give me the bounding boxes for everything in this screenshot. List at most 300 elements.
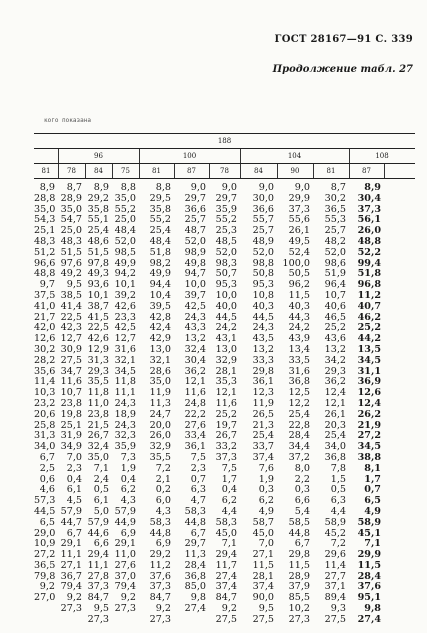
subheader-cell: 84 [94,167,103,175]
table-column [85,183,109,626]
table-cell: 37,4 [252,581,274,593]
table-cell: 29,1 [60,538,82,550]
table-cell: 6,3 [190,484,206,496]
table-cell: 20,3 [324,419,346,431]
table-cell: 44,7 [60,516,82,528]
table-cell: 43,9 [288,333,310,345]
table-cell: 27,4 [357,613,381,625]
table-cell: 8,9 [39,182,55,193]
table-cell: 44,5 [252,311,274,323]
table-cell: 38,8 [357,451,381,463]
table-cell: 37,6 [357,581,381,593]
table-cell: 1,9 [258,473,274,485]
table-cell: 42,6 [114,300,136,312]
table-cell: 36,8 [324,451,346,463]
table-cell: 11,5 [252,559,274,571]
table-cell: 31,3 [87,354,109,366]
table-cell: 26,1 [288,225,310,237]
table-cell: 6,7 [294,538,310,550]
table-cell: 27,5 [215,613,237,625]
table-cell: 27,7 [324,570,346,582]
table-cell: 4,9 [258,505,274,517]
table-cell: 27,5 [324,613,346,625]
table-cell: 32,1 [149,354,171,366]
table-cell: 28,9 [60,192,82,204]
table-cell: 43,6 [324,333,346,345]
table-cell: 8,1 [364,462,381,474]
table-cell: 35,5 [87,376,109,388]
table-cell: 40,0 [215,300,237,312]
table-cell: 44,5 [215,311,237,323]
table-cell: 40,3 [252,300,274,312]
table-cell: 12,1 [215,387,237,399]
table-cell: 12,5 [288,387,310,399]
table-cell: 11,5 [357,559,381,571]
table-cell: 13,2 [324,343,346,355]
subheader-cell: 78 [67,167,76,175]
table-cell: 0,6 [39,473,55,485]
table-cell: 24,3 [252,322,274,334]
table-cell: 6,0 [155,495,171,507]
table-cell: 29,8 [288,549,310,561]
table-cell: 37,4 [215,581,237,593]
table-cell: 10,0 [184,279,206,291]
table-cell: 58,3 [149,516,171,528]
table-cell: 27,0 [34,592,56,604]
subheader-cell: 90 [290,167,300,175]
table-cell: 6,7 [66,527,82,539]
table-cell: 52,4 [288,246,310,258]
table-cell: 28,4 [288,430,310,442]
table-cell: 28,1 [215,365,237,377]
table-cell: 37,3 [288,203,310,215]
table-cell: 10,2 [288,603,310,615]
table-cell: 9,8 [190,592,206,604]
table-cell: 29,4 [87,549,109,561]
table-cell: 95,1 [357,592,381,604]
table-cell: 29,2 [149,549,171,561]
table-cell: 12,3 [252,387,274,399]
table-cell: 51,2 [34,246,56,258]
table-cell: 48,3 [34,235,56,247]
table-cell: 10,9 [34,538,56,550]
table-cell: 11,2 [357,289,381,301]
table-cell: 34,5 [357,441,381,453]
table-cell: 51,5 [87,246,109,258]
table-cell: 0,4 [66,473,82,485]
table-cell: 27,5 [60,354,82,366]
table-cell: 37,5 [34,289,56,301]
table-cell: 29,7 [184,192,206,204]
table-cell: 29,3 [324,365,346,377]
table-cell: 21,3 [252,419,274,431]
table-cell: 32,1 [114,354,136,366]
table-cell: 84,7 [149,592,171,604]
table-column [240,183,274,626]
table-cell: 8,8 [120,182,136,193]
table-cell: 0,5 [93,484,109,496]
table-cell: 6,9 [120,527,136,539]
table-cell: 4,5 [66,495,82,507]
table-cell: 42,5 [114,322,136,334]
table-cell: 33,5 [288,354,310,366]
table-cell: 9,0 [258,182,274,193]
table-continuation-label: Продолжение табл. 27 [272,64,413,75]
table-cell: 44,2 [357,333,381,345]
table-cell: 2,3 [190,462,206,474]
table-cell: 48,8 [357,235,381,247]
table-cell: 55,6 [288,214,310,226]
table-cell: 24,3 [114,419,136,431]
table-cell: 6,7 [190,527,206,539]
table-cell: 26,2 [357,408,381,420]
table-cell: 84,7 [87,592,109,604]
table-cell: 12,6 [357,387,381,399]
table-cell: 42,4 [149,322,171,334]
table-cell: 11,8 [114,376,136,388]
table-body [34,179,415,633]
table-cell: 25,4 [252,430,274,442]
table-cell: 11,0 [114,549,136,561]
table-cell: 22,8 [288,419,310,431]
table-cell: 1,9 [120,462,136,474]
table-cell: 30,9 [60,343,82,355]
table-cell: 26,0 [357,225,381,237]
table-cell: 44,9 [114,516,136,528]
table-cell: 9,5 [93,603,109,615]
table-cell: 56,1 [357,214,381,226]
table-cell: 27,1 [60,559,82,571]
table-cell: 8,7 [66,182,82,193]
table-cell: 27,4 [184,603,206,615]
table-cell: 24,3 [184,311,206,323]
table-cell: 49,9 [149,268,171,280]
table-cell: 29,2 [87,192,109,204]
table-cell: 25,2 [324,322,346,334]
table-cell: 48,8 [34,268,56,280]
table-cell: 7,3 [120,451,136,463]
table-cell: 23,2 [34,397,56,409]
table-cell: 24,8 [184,397,206,409]
table-cell: 9,3 [330,603,346,615]
table-cell: 12,2 [288,397,310,409]
table-cell: 12,4 [357,397,381,409]
table-cell: 1,7 [221,473,237,485]
subheader-cell: 78 [220,167,229,175]
subheader-cell: 84 [254,167,263,175]
table-cell: 22,2 [184,408,206,420]
table-cell: 25,4 [149,225,171,237]
header-group-96: 96 [94,152,103,160]
table-cell: 6,1 [93,495,109,507]
table-cell: 31,6 [288,365,310,377]
subheader-cell: 81 [41,167,51,175]
table-cell: 9,2 [66,592,82,604]
table-cell: 49,3 [87,268,109,280]
table-cell: 57,9 [114,505,136,517]
table-cell: 25,7 [184,214,206,226]
table-cell: 55,2 [114,203,136,215]
table-cell: 0,3 [294,484,310,496]
table-cell: 10,1 [114,279,136,291]
table-cell: 30,0 [252,192,274,204]
table-cell: 30,4 [357,192,381,204]
table-cell: 43,1 [215,333,237,345]
table-cell: 29,9 [357,549,381,561]
table-cell: 38,7 [87,300,109,312]
table-cell: 27,8 [87,570,109,582]
table-cell: 23,8 [87,408,109,420]
table-cell: 35,0 [87,451,109,463]
table-cell: 84,7 [215,592,237,604]
table-cell: 37,6 [149,570,171,582]
table-cell: 4,3 [120,495,136,507]
table-cell: 27,5 [252,613,274,625]
table-cell: 98,6 [324,257,346,269]
table-cell: 13,0 [149,343,171,355]
table-cell: 21,9 [357,419,381,431]
table-cell: 79,8 [34,570,56,582]
table-cell: 26,1 [324,408,346,420]
table-cell: 95,3 [215,279,237,291]
table-cell: 52,2 [357,246,381,258]
table-cell: 11,7 [215,559,237,571]
table-cell: 94,2 [114,268,136,280]
table-cell: 29,5 [149,192,171,204]
table-cell: 31,1 [357,365,381,377]
table-cell: 2,2 [294,473,310,485]
table-cell: 55,2 [149,214,171,226]
table-cell: 51,9 [324,268,346,280]
table-cell: 51,8 [357,268,381,280]
table-cell: 94,7 [184,268,206,280]
table-cell: 13,2 [252,343,274,355]
table-cell: 94,4 [149,279,171,291]
table-cell: 29,6 [324,549,346,561]
table-cell: 41,5 [87,311,109,323]
table-cell: 18,9 [114,408,136,420]
table-cell: 36,9 [357,376,381,388]
table-cell: 50,5 [288,268,310,280]
table-column [277,183,310,626]
table-cell: 49,8 [184,257,206,269]
table-cell: 48,9 [252,235,274,247]
table-cell: 33,4 [184,430,206,442]
table-cell: 7,2 [155,462,171,474]
table-cell: 97,6 [60,257,82,269]
table-cell: 98,5 [114,246,136,258]
table-cell: 7,0 [66,451,82,463]
table-cell: 27,6 [114,559,136,571]
table-head-top [34,134,415,148]
table-cell: 29,1 [114,538,136,550]
table-cell: 6,5 [39,516,55,528]
table-cell: 37,1 [324,581,346,593]
table-cell: 96,6 [34,257,56,269]
table-cell: 25,0 [114,214,136,226]
table-cell: 25,4 [324,430,346,442]
table-cell: 52,0 [114,235,136,247]
table-cell: 12,7 [114,333,136,345]
table-cell: 25,1 [60,419,82,431]
table-cell: 1,7 [364,473,381,485]
table-cell: 44,6 [87,527,109,539]
table-cell: 10,7 [324,289,346,301]
table-cell: 54,7 [60,214,82,226]
table-cell: 34,4 [288,441,310,453]
header-top-group: 188 [217,137,232,145]
table-cell: 22,5 [87,322,109,334]
table-cell: 51,8 [149,246,171,258]
table-cell: 25,1 [34,225,56,237]
table-column [174,183,206,615]
table-cell: 32,3 [114,430,136,442]
table-cell: 33,3 [252,354,274,366]
table-cell: 29,3 [87,365,109,377]
table-cell: 39,5 [149,300,171,312]
table-column [349,183,381,626]
table-cell: 35,0 [114,192,136,204]
table-cell: 30,4 [184,354,206,366]
table-cell: 51,5 [60,246,82,258]
table-cell: 7,1 [221,538,237,550]
table-cell: 11,5 [288,559,310,571]
table-cell: 9,8 [364,603,381,615]
table-cell: 79,4 [114,581,136,593]
table-cell: 7,5 [221,462,237,474]
table-cell: 55,3 [324,214,346,226]
table-cell: 37,4 [252,451,274,463]
table-cell: 28,4 [357,570,381,582]
table-cell: 23,3 [114,311,136,323]
table-cell: 100,0 [282,257,310,269]
table-cell: 12,9 [87,343,109,355]
table-cell: 0,7 [364,484,381,496]
table-cell: 4,9 [364,505,381,517]
table-cell: 11,6 [60,376,82,388]
table-cell: 33,7 [252,441,274,453]
table-cell: 21,7 [34,311,56,323]
table-cell: 37,3 [87,581,109,593]
table-cell: 9,5 [258,603,274,615]
table-cell: 7,0 [258,538,274,550]
table-cell: 30,2 [34,343,56,355]
table-cell: 11,8 [87,387,109,399]
table-cell: 34,0 [34,441,56,453]
table-cell: 6,2 [120,484,136,496]
table-cell: 25,3 [215,225,237,237]
table-cell: 37,3 [357,203,381,215]
table-cell: 35,0 [149,376,171,388]
table-cell: 34,7 [60,365,82,377]
table-cell: 50,7 [215,268,237,280]
table-cell: 58,7 [252,516,274,528]
table-cell: 29,7 [184,538,206,550]
table-cell: 2,4 [93,473,109,485]
header-group-104: 104 [287,152,302,160]
table-column [209,183,237,626]
table-cell: 36,5 [324,203,346,215]
table-cell: 58,3 [184,505,206,517]
table-cell: 4,4 [221,505,237,517]
table-cell: 8,7 [330,182,346,193]
table-cell: 35,0 [60,203,82,215]
table-cell: 36,8 [184,570,206,582]
table-cell: 8,8 [155,182,171,193]
table-cell: 25,8 [34,419,56,431]
table-cell: 11,1 [87,559,109,571]
table-cell: 42,6 [87,333,109,345]
table-cell: 34,5 [357,354,381,366]
table-cell: 25,4 [87,225,109,237]
table-cell: 49,5 [288,235,310,247]
table-cell: 24,2 [215,322,237,334]
table-cell: 57,3 [34,495,56,507]
table-cell: 45,2 [324,527,346,539]
table-cell: 29,7 [215,192,237,204]
table-cell: 11,2 [149,559,171,571]
table-cell: 42,8 [149,311,171,323]
table-cell: 48,7 [184,225,206,237]
table-cell: 29,0 [34,527,56,539]
table-cell: 46,2 [357,311,381,323]
header-group-100: 100 [182,152,197,160]
table-cell: 11,0 [87,397,109,409]
table-column [139,183,171,626]
table-cell: 35,9 [215,203,237,215]
table-cell: 11,1 [60,549,82,561]
table-cell: 27,3 [149,613,171,625]
table-cell: 38,5 [60,289,82,301]
table-cell: 48,4 [114,225,136,237]
table-cell: 35,8 [87,203,109,215]
table-head-groups [34,149,415,163]
table-cell: 4,6 [39,484,55,496]
table-cell: 35,5 [149,451,171,463]
table-cell: 28,4 [184,559,206,571]
table-cell: 11,1 [114,387,136,399]
table-cell: 10,1 [87,289,109,301]
table-cell: 27,6 [184,419,206,431]
table-cell: 10,3 [34,387,56,399]
table-cell: 23,8 [60,397,82,409]
table-cell: 11,4 [324,559,346,571]
table-cell: 54,3 [34,214,56,226]
table-cell: 32,4 [87,441,109,453]
header-group-108: 108 [375,152,389,160]
table-cell: 6,5 [364,495,381,507]
table-cell: 36,2 [184,365,206,377]
table-cell: 9,2 [39,581,55,593]
table-cell: 4,7 [190,495,206,507]
table-cell: 36,8 [288,376,310,388]
table-cell: 32,4 [184,343,206,355]
table-cell: 48,3 [60,235,82,247]
table-cell: 9,5 [66,279,82,291]
table-cell: 98,3 [215,257,237,269]
table-cell: 7,8 [330,462,346,474]
table-cell: 93,6 [87,279,109,291]
table-cell: 49,9 [114,257,136,269]
table-cell: 52,0 [215,246,237,258]
table-cell: 98,9 [184,246,206,258]
table-cell: 9,2 [221,603,237,615]
table-cell: 27,4 [215,570,237,582]
table-cell: 58,3 [215,516,237,528]
table-cell: 9,2 [120,592,136,604]
table-cell: 11,4 [34,376,56,388]
table-cell: 35,6 [34,365,56,377]
